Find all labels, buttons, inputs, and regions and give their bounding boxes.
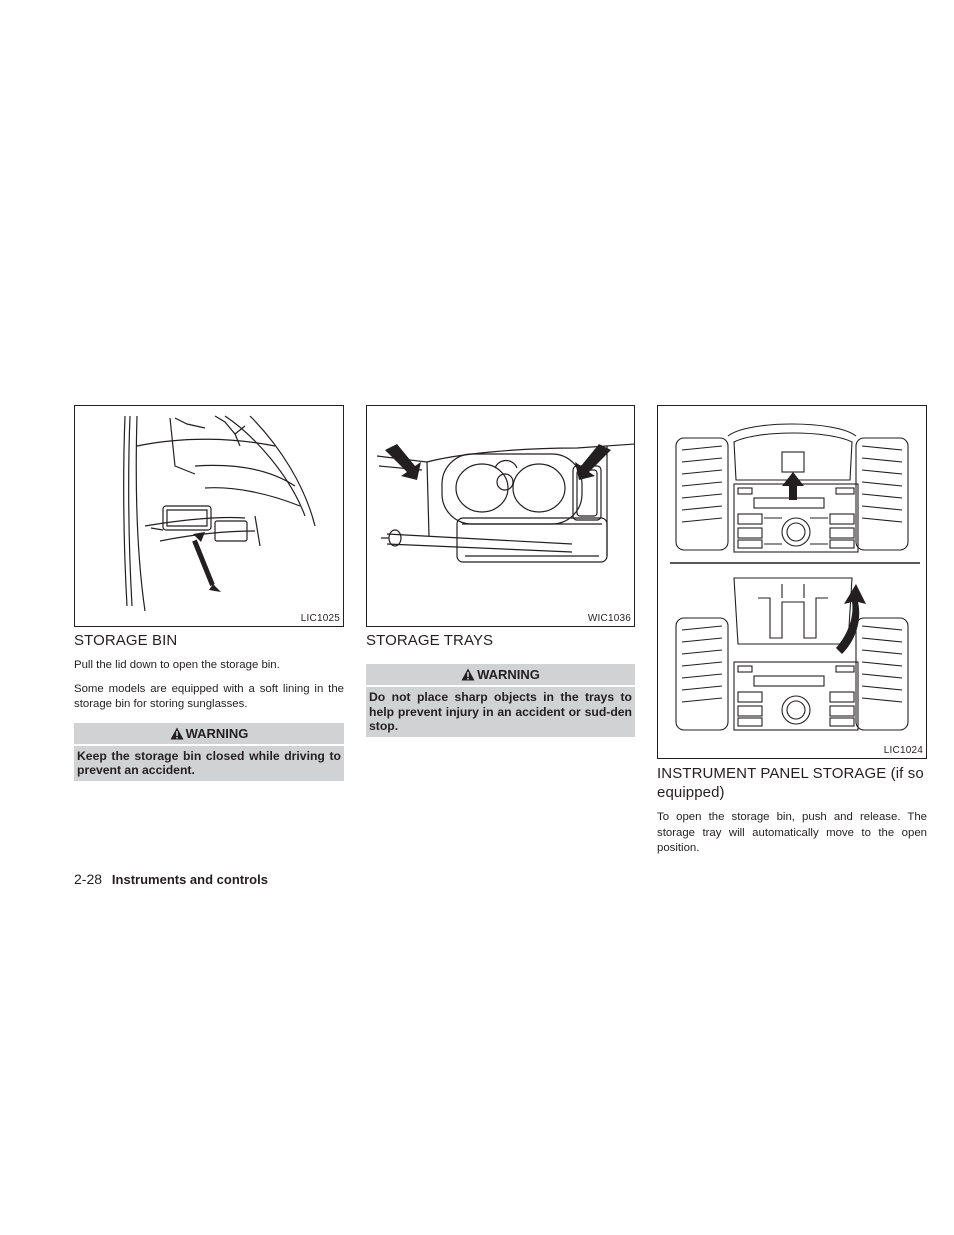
storage-bin-illustration [75, 406, 343, 626]
warning-text: Keep the storage bin closed while driving to prevent an accident. [77, 748, 341, 778]
paragraph: To open the storage bin, push and release. The storage tray will automatically move to the open position. [657, 811, 927, 854]
panel-closed [676, 424, 908, 552]
warning-triangle-icon [170, 727, 184, 740]
storage-trays-illustration [367, 406, 634, 626]
warning-text: Do not place sharp objects in the trays to help prevent injury in an accident or sud-den stop. [369, 690, 632, 734]
figure-code: LIC1025 [300, 613, 340, 624]
instrument-panel-illustration [658, 406, 926, 758]
storage-bin-figure [74, 405, 344, 627]
warning-triangle-icon [461, 668, 475, 681]
instrument-panel-figure [657, 405, 927, 759]
page-number: 2-28 [74, 871, 103, 887]
panel-open [676, 578, 908, 730]
arrow-up-icon [782, 472, 804, 500]
warning-box [74, 723, 344, 781]
chapter-title: Instruments and controls [111, 872, 268, 887]
figure-code: WIC1036 [587, 613, 631, 624]
paragraph: Some models are equipped with a soft lining in the storage bin for storing sunglasses. [74, 682, 344, 710]
figure-code: LIC1024 [883, 745, 923, 756]
paragraph: Pull the lid down to open the storage bin. [74, 659, 280, 671]
warning-label: WARNING [477, 667, 540, 682]
page-footer [74, 871, 268, 887]
section-title: INSTRUMENT PANEL STORAGE (if so equipped) [657, 765, 924, 801]
warning-box [366, 664, 635, 737]
storage-trays-column [366, 405, 635, 737]
curved-arrow-icon [836, 584, 866, 654]
section-title: STORAGE BIN [74, 632, 178, 649]
warning-header [74, 723, 344, 744]
instrument-panel-column [657, 405, 927, 865]
warning-header [366, 664, 635, 685]
section-title: STORAGE TRAYS [366, 632, 494, 649]
storage-trays-figure [366, 405, 635, 627]
warning-label: WARNING [185, 725, 249, 741]
storage-bin-column [74, 405, 344, 781]
